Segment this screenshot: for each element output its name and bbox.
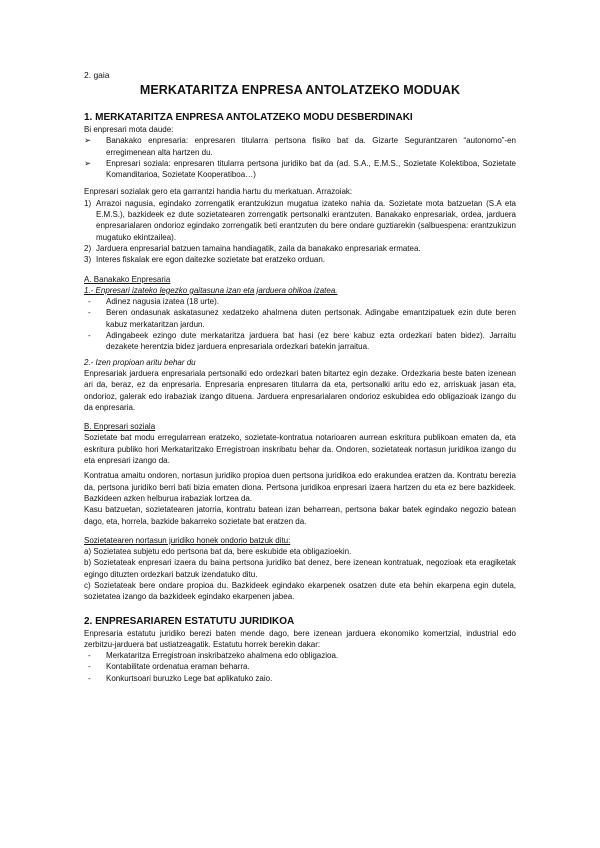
section-2-intro: Enpresaria estatutu juridiko berezi baten mende dago, bere izenean jarduera ekonomiko komertzial, industrial edo zerbitzu-jarduera bat ustiatzeagatik. Estatutu horrek berekin dakar: bbox=[84, 628, 516, 649]
capacity-item-1: Adinez nagusia izatea (18 urte). bbox=[106, 297, 219, 307]
arrow-bullet-icon: ➢ bbox=[84, 135, 92, 146]
list-item bbox=[84, 650, 516, 661]
list-item bbox=[84, 254, 516, 265]
consequence-a: a) Sozietatea subjetu edo pertsona bat da, bere eskubide eta obligazioekin. bbox=[84, 547, 352, 557]
page-title: MERKATARITZA ENPRESA ANTOLATZEKO MODUAK bbox=[139, 83, 461, 97]
document-page bbox=[84, 70, 516, 684]
list-number: 3) bbox=[84, 255, 92, 265]
list-item bbox=[84, 198, 516, 243]
reasons-intro: Enpresari sozialak gero eta garrantzi handia hartu du merkatuan. Arrazoiak: bbox=[84, 187, 353, 197]
list-number: 1) bbox=[84, 198, 92, 208]
list-item bbox=[84, 243, 516, 254]
statute-item-1: Merkataritza Erregistroan inskribatzeko ahalmena edo obligazioa. bbox=[106, 651, 339, 661]
statute-item-2: Kontabilitate ordenatua eraman beharra. bbox=[106, 662, 250, 672]
section-a-subheading-1: 1.- Enpresari izateko legezko gaitasuna izan eta jarduera ohikoa izatea. bbox=[84, 285, 338, 295]
list-item bbox=[84, 158, 516, 181]
list-item bbox=[84, 330, 516, 353]
section-2-heading: 2. ENPRESARIAREN ESTATUTU JURIDIKOA bbox=[84, 615, 295, 627]
section-a-paragraph: Enpresariak jarduera enpresariala pertsonalki edo ordezkari baten bitartez egin dezake. Ordezkaria beste baten izenean ari da, beraz, ez da enpresaria. Enpresaria enpresaren titularra da eta, pertsonalki aritu edo ez, arriskuak jasan eta, ondorioz, galerak edo irabaziak izango dituena. Jarduera enpresarialaren ondorioz eskubidea edo obligazioak izango du da enpresaria. bbox=[84, 368, 516, 412]
arrow-bullet-icon: ➢ bbox=[84, 157, 92, 168]
dash-bullet: - bbox=[88, 297, 91, 307]
section-b-heading: B. Enpresari soziala bbox=[84, 422, 156, 432]
reason-3: Interes fiskalak ere egon daitezke sozietate bat eratzeko orduan. bbox=[96, 255, 326, 265]
list-item bbox=[84, 296, 516, 307]
section-a-heading: A. Banakako Enpresaria bbox=[84, 274, 171, 284]
section-b-paragraph-2: Kontratua amaitu ondoren, nortasun juridiko propioa duen pertsona juridikoa edo erakundea eratzen da. Kontratu berezia da, pertsona juridiko berri bati bizia ematen diona. Pertsona juridikoa enpresari izaera hartzen du eta ez bere bazkideek. Bazkideen azken helburua irabaziak lortzea da. bbox=[84, 471, 516, 503]
section-1-intro: Bi enpresari mota daude: bbox=[84, 125, 174, 134]
consequences-heading: Sozietatearen nortasun juridiko honek ondorio batzuk ditu: bbox=[84, 535, 291, 545]
dash-bullet: - bbox=[88, 651, 91, 661]
chapter-label: 2. gaia bbox=[84, 70, 110, 80]
list-number: 2) bbox=[84, 243, 92, 253]
dash-bullet: - bbox=[88, 662, 91, 672]
reason-2: Jarduera enpresarial batzuen tamaina handiagatik, zaila da banakako enpresariak ermatea. bbox=[96, 243, 421, 253]
enterprise-type-social: Enpresari soziala: enpresaren titularra pertsona juridiko bat da (ad. S.A., E.M.S., Sozietate Kolektiboa, Sozietate Komanditarioa, Sozietate Kooperatiboa…) bbox=[106, 158, 516, 180]
dash-bullet: - bbox=[88, 331, 91, 341]
dash-bullet: - bbox=[88, 673, 91, 683]
list-item bbox=[84, 661, 516, 672]
section-b-paragraph-3: Kasu batzuetan, sozietatearen jatorria, kontratu batean izan beharrean, pertsona bakar batek egindako negozio batean dago, eta, horrela, bazkide bakarreko sozietate bat eratzen da. bbox=[84, 505, 516, 526]
reason-1: Arrazoi nagusia, egindako zorrengatik erantzukizun mugatua izateko nahia da. Sozietate mota batzuetan (S.A eta E.M.S.), bazkideek ez dute sozietatearen zorrengatik pertsonalki erantzuten. Banakako enpresariak, ordea, jarduera enpresarialaren ondorioz egindako zorrengatik beti erantzuten du bere ondare guztiarekin (salbuespena: erantzukizun mugatuko ekintzailea). bbox=[96, 198, 516, 242]
section-a-subheading-2: 2.- Izen propioan aritu behar du bbox=[84, 357, 196, 367]
dash-bullet: - bbox=[88, 308, 91, 318]
consequence-b: b) Sozietateak enpresari izaera du baina pertsona juridiko bat denez, bere izenean kontratuak, negozioak eta eragiketak egingo dituzten ordezkari batzuk izendatuko ditu. bbox=[84, 558, 516, 579]
enterprise-type-individual: Banakako enpresaria: enpresaren titularra pertsona fisiko bat da. Gizarte Segurantzaren “autonomo”-en erregimenean alta hartzen du. bbox=[106, 136, 516, 157]
capacity-item-3: Adingabeek ezingo dute merkataritza jarduera bat hasi (ez bere kabuz ezta ordezkari baten bidez). Jarraitu dezakete herentzia bidez jarduera enpresariala ordezkari batekin jarraitua. bbox=[106, 331, 516, 352]
list-item bbox=[84, 307, 516, 330]
section-b-paragraph-1: Sozietate bat modu erregularrean eratzeko, sozietate-kontratua notarioaren aurrean eskritura publikoan ematen da, eta eskritura publiko hori Merkataritzako Erregistroan inskribatu behar da. Ondoren, sozietateak nortasun juridikoa izango du eta enpresari izango da. bbox=[84, 433, 516, 466]
section-1-heading: 1. MERKATARITZA ENPRESA ANTOLATZEKO MODU DESBERDINAKI bbox=[84, 112, 413, 123]
consequence-c: c) Sozietateak bere ondare propioa du. Bazkideek egindako ekarpenek osatzen dute eta behin ekarpena egin dutela, sozietatea izango da bazkideek egindako ekarpenen jabea. bbox=[84, 580, 516, 602]
list-item bbox=[84, 135, 516, 158]
list-item bbox=[84, 673, 516, 684]
capacity-item-2: Beren ondasunak askatasunez xedatzeko ahalmena duten pertsonak. Adingabe emantzipatuek ezin dute beren kabuz merkataritzan jardun. bbox=[106, 308, 516, 329]
statute-item-3: Konkurtsoari buruzko Lege bat aplikatuko zaio. bbox=[106, 673, 273, 683]
